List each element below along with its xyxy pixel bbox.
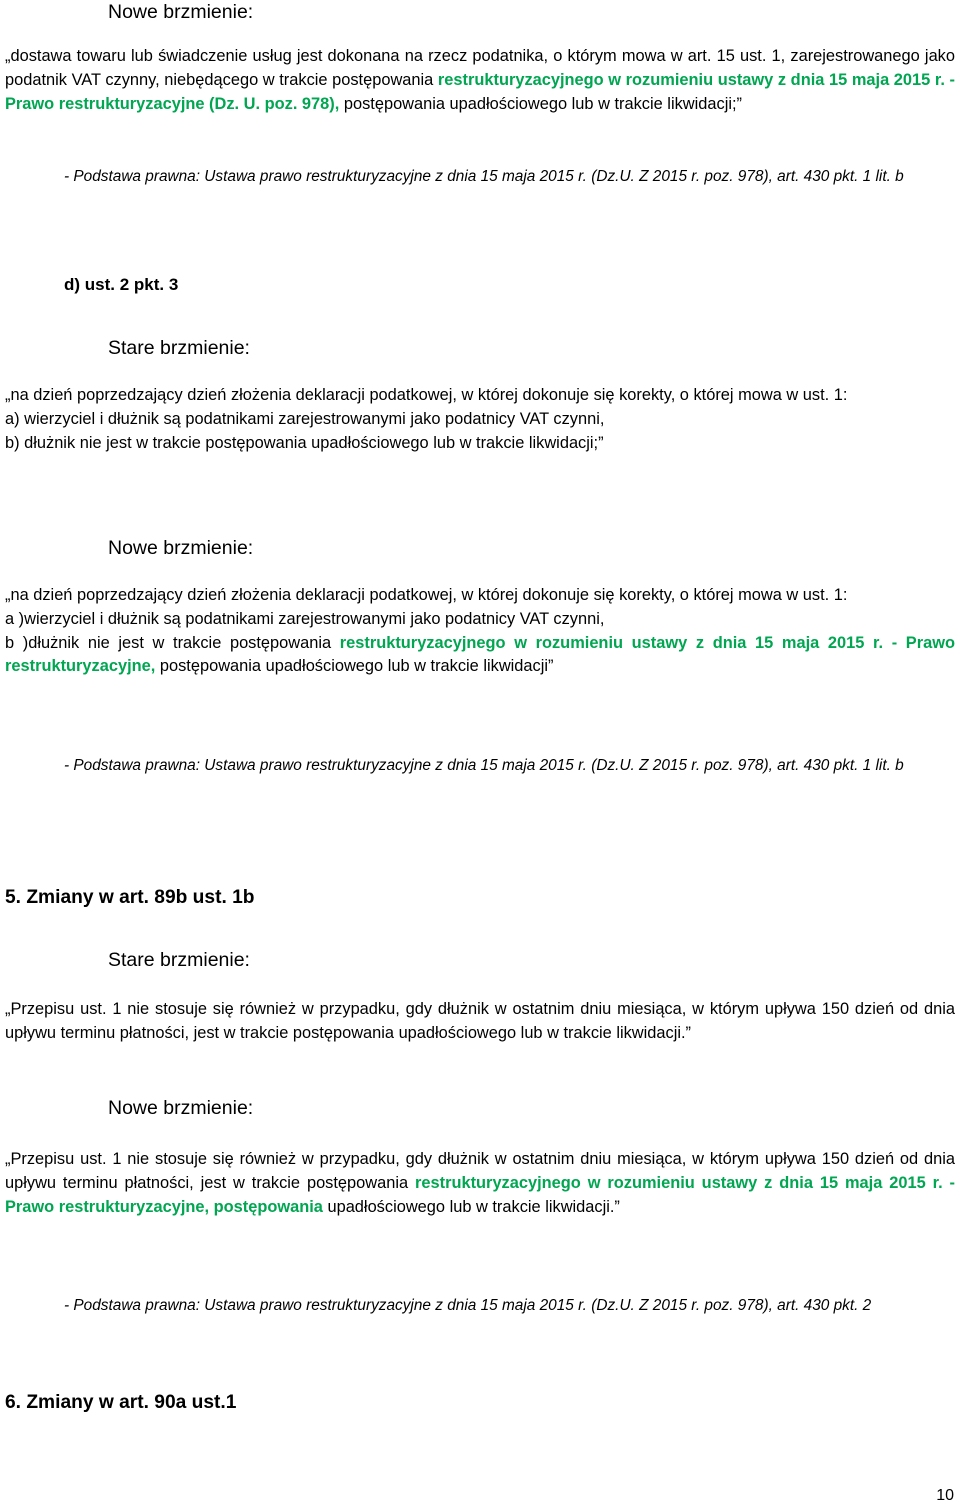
text-run: b )dłużnik nie jest w trakcie postępowania [5, 633, 340, 652]
legal-basis: - Podstawa prawna: Ustawa prawo restrukturyzacyjne z dnia 15 maja 2015 r. (Dz.U. Z 2015 r. poz. 978), art. 430 pkt. 1 lit. b [64, 757, 904, 774]
new-version-header: Nowe brzmienie: [108, 537, 254, 559]
page-number: 10 [936, 1487, 954, 1504]
text-run: „na dzień poprzedzający dzień złożenia deklaracji podatkowej, w której dokonuje się korekty, o której mowa w ust. 1: [5, 586, 848, 604]
inserted-text: restrukturyzacyjnego w rozumieniu ustawy z dnia 15 maja 2015 r. - Prawo restrukturyzacyjne (Dz. U. poz. 978), [5, 70, 955, 113]
list-item [5, 632, 955, 680]
new-version-header: Nowe brzmienie: [108, 1, 254, 23]
inserted-text: restrukturyzacyjnego w rozumieniu ustawy z dnia 15 maja 2015 r. - Prawo restrukturyzacyjne, postępowania [5, 1173, 955, 1216]
text-run: postępowania upadłościowego lub w trakcie likwidacji” [155, 657, 554, 676]
new-version-header: Nowe brzmienie: [108, 1097, 254, 1119]
new-version-text [5, 45, 955, 116]
text-run: „na dzień poprzedzający dzień złożenia deklaracji podatkowej, w której dokonuje się korekty, o której mowa w ust. 1: [5, 386, 848, 404]
old-version-header: Stare brzmienie: [108, 949, 250, 971]
old-version-header: Stare brzmienie: [108, 337, 250, 359]
new-version-text [5, 1148, 955, 1219]
list-item: b) dłużnik nie jest w trakcie postępowania upadłościowego lub w trakcie likwidacji;” [5, 433, 604, 452]
subsection-title: d) ust. 2 pkt. 3 [64, 275, 179, 294]
section-title: 6. Zmiany w art. 90a ust.1 [5, 1392, 237, 1413]
new-version-text [5, 584, 955, 679]
legal-basis: - Podstawa prawna: Ustawa prawo restrukturyzacyjne z dnia 15 maja 2015 r. (Dz.U. Z 2015 r. poz. 978), art. 430 pkt. 2 [64, 1297, 872, 1314]
section-title: 5. Zmiany w art. 89b ust. 1b [5, 887, 255, 908]
legal-basis: - Podstawa prawna: Ustawa prawo restrukturyzacyjne z dnia 15 maja 2015 r. (Dz.U. Z 2015 r. poz. 978), art. 430 pkt. 1 lit. b [64, 168, 904, 185]
list-item: a) wierzyciel i dłużnik są podatnikami zarejestrowanymi jako podatnicy VAT czynni, [5, 409, 605, 428]
text-run: postępowania upadłościowego lub w trakcie likwidacji;” [339, 94, 742, 113]
text-run: upadłościowego lub w trakcie likwidacji.” [322, 1197, 620, 1216]
inserted-text: restrukturyzacyjnego w rozumieniu ustawy z dnia 15 maja 2015 r. - Prawo restrukturyzacyjne, [5, 633, 955, 676]
old-version-text: „Przepisu ust. 1 nie stosuje się również w przypadku, gdy dłużnik w ostatnim dniu miesiąca, w którym upływa 150 dzień od dnia upływu terminu płatności, jest w trakcie postępowania upadłościowego lub w trakcie likwidacji.” [5, 1000, 955, 1042]
old-version-text [5, 384, 955, 455]
text-run: „dostawa towaru lub świadczenie usług jest dokonana na rzecz podatnika, o którym mowa w art. 15 ust. 1, zarejestrowanego jako podatnik VAT czynny, niebędącego w trakcie postępowania [5, 47, 955, 89]
text-run: „Przepisu ust. 1 nie stosuje się również w przypadku, gdy dłużnik w ostatnim dniu miesiąca, w którym upływa 150 dzień od dnia upływu terminu płatności, jest w trakcie postępowania [5, 1150, 955, 1192]
list-item: a )wierzyciel i dłużnik są podatnikami zarejestrowanymi jako podatnicy VAT czynni, [5, 609, 605, 628]
